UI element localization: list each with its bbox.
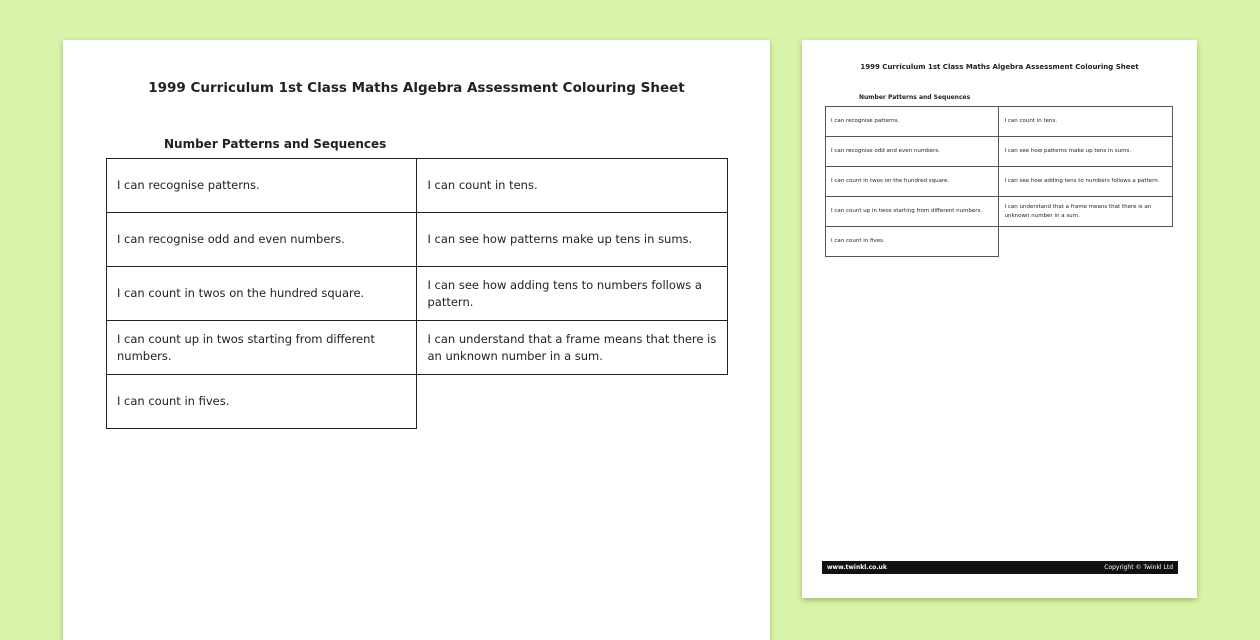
table-row (826, 167, 1173, 197)
table-cell: I can see how patterns make up tens in sums. (999, 137, 1173, 167)
table-row (107, 159, 728, 213)
worksheet-preview-small (802, 40, 1197, 598)
table-row (826, 227, 1173, 257)
table-row (826, 197, 1173, 227)
table-row (826, 107, 1173, 137)
table-cell: I can count in tens. (999, 107, 1173, 137)
table-cell: I can recognise patterns. (107, 159, 417, 213)
footer-bar (822, 561, 1178, 574)
footer-copyright: Copyright © Twinkl Ltd (1104, 564, 1173, 571)
table-row (107, 321, 728, 375)
worksheet-title: 1999 Curriculum 1st Class Maths Algebra Assessment Colouring Sheet (148, 80, 685, 96)
table-cell: I can count in twos on the hundred square. (107, 267, 417, 321)
assessment-table (825, 106, 1173, 257)
section-heading: Number Patterns and Sequences (164, 137, 387, 151)
section-heading: Number Patterns and Sequences (859, 94, 971, 101)
empty-cell (417, 375, 728, 429)
table-cell: I can count in fives. (107, 375, 417, 429)
table-cell: I can see how adding tens to numbers follows a pattern. (999, 167, 1173, 197)
table-cell: I can recognise odd and even numbers. (107, 213, 417, 267)
table-cell: I can count in tens. (417, 159, 728, 213)
table-cell: I can understand that a frame means that there is an unknown number in a sum. (999, 197, 1173, 227)
worksheet-title: 1999 Curriculum 1st Class Maths Algebra Assessment Colouring Sheet (860, 63, 1139, 71)
assessment-table (106, 158, 728, 429)
footer-website: www.twinkl.co.uk (827, 564, 887, 571)
table-cell: I can count up in twos starting from different numbers. (826, 197, 999, 227)
table-row (826, 137, 1173, 167)
worksheet-preview-large (63, 40, 770, 640)
table-cell: I can count up in twos starting from different numbers. (107, 321, 417, 375)
table-cell: I can see how patterns make up tens in sums. (417, 213, 728, 267)
table-row (107, 375, 728, 429)
table-cell: I can recognise patterns. (826, 107, 999, 137)
table-cell: I can count in fives. (826, 227, 999, 257)
empty-cell (999, 227, 1173, 257)
table-cell: I can recognise odd and even numbers. (826, 137, 999, 167)
table-cell: I can count in twos on the hundred square. (826, 167, 999, 197)
table-row (107, 267, 728, 321)
table-cell: I can understand that a frame means that there is an unknown number in a sum. (417, 321, 728, 375)
table-row (107, 213, 728, 267)
table-cell: I can see how adding tens to numbers follows a pattern. (417, 267, 728, 321)
